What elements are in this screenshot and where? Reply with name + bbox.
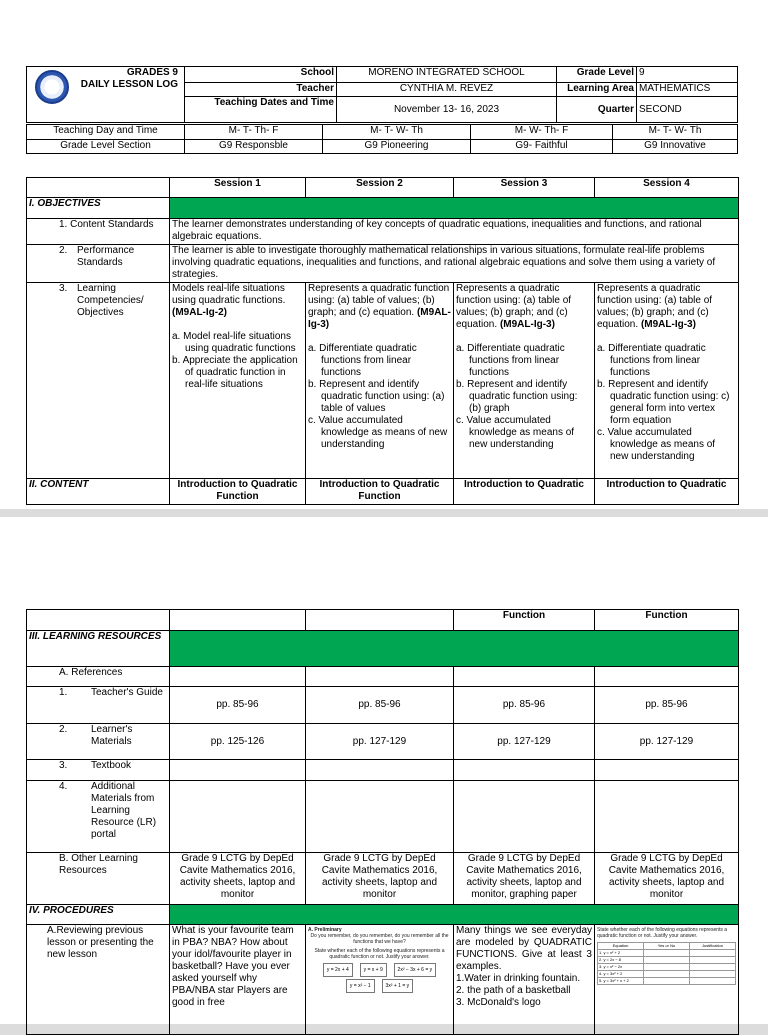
competency-s3: Represents a quadratic function using: (a) table of values; (b) graph; and (c) equation. (M9AL-Ig-3) a. Differentiate quadratic functions from linear functions b. Represent and identify quadratic function using: (b) graph c. Value accumulated knowledge as means of new understanding [454,283,595,479]
resources-heading: III. LEARNING RESOURCES [27,631,170,667]
procedure-a-s2-worksheet-image: A. Preliminary Do you remember, do you remember, do you remember all the functions that we have? State whether each of the following equations represents a quadratic function or not. Justify your answer. y = 2x + 4 y = x + 9 2x² − 3x + 6 = y y = x² − 1 3x² + 1 = y [306,925,454,1035]
day-time-s1: M- T- Th- F [185,125,323,140]
learners-materials-s3: pp. 127-129 [454,724,595,760]
section-s1: G9 Responsble [185,140,323,154]
competency-s2-item: b. Represent and identify quadratic function using: (a) table of values [308,379,445,414]
competency-s3-item: b. Represent and identify quadratic function using: (b) graph [456,379,578,414]
section-label: Grade Level Section [27,140,185,154]
learning-area-value: MATHEMATICS [637,83,738,97]
content-s3: Introduction to Quadratic [454,479,595,505]
procedure-a-s4-worksheet-image: State whether each of the following equations represents a quadratic function or not. Justify your answer. Equation Yes or No Justification 1. y = x² + 2 2. y = 2x − 8 3. y = x² − 2x 4. y = 3x² + 2 5. y = 3x² + x + 2 [595,925,739,1035]
other-resources-label: B. Other Learning Resources [27,853,170,905]
section-s2: G9 Pioneering [323,140,471,154]
quarter-value: SECOND [637,97,738,123]
performance-standards-label: 2. Performance Standards [27,245,170,283]
content-s4: Introduction to Quadratic [595,479,739,505]
procedures-green-bar [170,905,739,925]
quarter-label: Quarter [557,97,637,123]
session-4-header: Session 4 [595,178,739,198]
competency-s3-item: a. Differentiate quadratic functions from linear functions [456,343,565,378]
schedule-table [26,124,738,154]
teacher-label: Teacher [185,83,337,97]
dates-label: Teaching Dates and Time [185,97,337,123]
reviewing-lesson-label: A.Reviewing previous lesson or presenting the new lesson [27,925,170,1035]
section-s3: G9- Faithful [471,140,613,154]
content-s3-continued: Function [454,610,595,631]
competency-s2: Represents a quadratic function using: (a) table of values; (b) graph; and (c) equation. (M9AL-Ig-3) a. Differentiate quadratic functions from linear functions b. Represent and identify quadratic function using: (a) table of values c. Value accumulated knowledge as means of new understanding [306,283,454,479]
objectives-heading: I. OBJECTIVES [27,198,170,219]
competency-s4-item: b. Represent and identify quadratic function using: c) general form into vertex form equation [597,379,730,426]
references-label: A. References [27,667,170,687]
competency-s1: Models real-life situations using quadratic functions. (M9AL-Ig-2) a. Model real-life situations using quadratic functions b. Appreciate the application of quadratic function in real-life situations [170,283,306,479]
dates-value: November 13- 16, 2023 [337,97,557,123]
school-value: MORENO INTEGRATED SCHOOL [337,67,557,83]
day-time-label: Teaching Day and Time [27,125,185,140]
other-resources-s4: Grade 9 LCTG by DepEd Cavite Mathematics 2016, activity sheets, laptop and monitor [595,853,739,905]
content-standards-label: 1. Content Standards [27,219,170,245]
day-time-s2: M- T- W- Th [323,125,471,140]
learners-materials-s2: pp. 127-129 [306,724,454,760]
header-table [26,66,738,123]
content-heading: II. CONTENT [27,479,170,505]
additional-materials-label: 4. Additional Materials from Learning Resource (LR) portal [27,781,170,853]
learners-materials-s1: pp. 125-126 [170,724,306,760]
learners-materials-s4: pp. 127-129 [595,724,739,760]
teachers-guide-s3: pp. 85-96 [454,687,595,724]
teachers-guide-s1: pp. 85-96 [170,687,306,724]
other-resources-s1: Grade 9 LCTG by DepEd Cavite Mathematics 2016, activity sheets, laptop and monitor [170,853,306,905]
competency-s1-item: b. Appreciate the application of quadratic function in real-life situations [172,355,298,390]
section-s4: G9 Innovative [613,140,738,154]
learners-materials-label: 2. Learner's Materials [27,724,170,760]
other-resources-s3: Grade 9 LCTG by DepEd Cavite Mathematics 2016, activity sheets, laptop and monitor, graphing paper [454,853,595,905]
content-s2: Introduction to Quadratic Function [306,479,454,505]
grade-level-value: 9 [637,67,738,83]
school-label: School [185,67,337,83]
competency-s2-item: a. Differentiate quadratic functions from linear functions [308,343,417,378]
objectives-green-bar [170,198,739,219]
example-item: 2. the path of a basketball [456,985,571,996]
session-2-header: Session 2 [306,178,454,198]
competency-s4: Represents a quadratic function using: (a) table of values; (b) graph; and (c) equation. (M9AL-Ig-3) a. Differentiate quadratic functions from linear functions b. Represent and identify quadratic function using: c) general form into vertex form equation c. Value accumulated knowledge as means of new understanding [595,283,739,479]
procedures-heading: IV. PROCEDURES [27,905,170,925]
learning-area-label: Learning Area [557,83,637,97]
teachers-guide-label: 1. Teacher's Guide [27,687,170,724]
competency-s1-item: a. Model real-life situations using quadratic functions [172,331,296,354]
content-standards-text: The learner demonstrates understanding of key concepts of quadratic equations, inequalities and functions, and rational algebraic equations. [170,219,739,245]
teacher-value: CYNTHIA M. REVEZ [337,83,557,97]
performance-standards-text: The learner is able to investigate thoroughly mathematical relationships in various situations, formulate real-life problems involving quadratic equations, inequalities and functions, and rational algebraic equations and solve them using a variety of strategies. [170,245,739,283]
textbook-label: 3. Textbook [27,760,170,781]
competencies-label: 3. Learning Competencies/ Objectives [27,283,170,479]
session-1-header: Session 1 [170,178,306,198]
day-time-s4: M- T- W- Th [613,125,738,140]
session-3-header: Session 3 [454,178,595,198]
procedure-a-s1: What is your favourite team in PBA? NBA? How about your idol/favourite player in basketball? Have you ever asked yourself why PBA/NBA star Players are good in free [170,925,306,1035]
competency-s2-item: c. Value accumulated knowledge as means of new understanding [308,415,448,450]
other-resources-s2: Grade 9 LCTG by DepEd Cavite Mathematics 2016, activity sheets, laptop and monitor [306,853,454,905]
resources-green-bar [170,631,739,667]
lesson-log-title: GRADES 9 DAILY LESSON LOG [27,67,185,123]
page-1 [0,0,768,509]
competency-s4-item: a. Differentiate quadratic functions from linear functions [597,343,706,378]
competency-s3-item: c. Value accumulated knowledge as means of new understanding [456,415,575,450]
resources-table [26,609,739,1035]
example-item: 1.Water in drinking fountain. [456,973,581,984]
content-s1: Introduction to Quadratic Function [170,479,306,505]
grade-level-label: Grade Level [557,67,637,83]
page-2 [0,517,768,1024]
example-item: 3. McDonald's logo [456,997,541,1008]
content-s4-continued: Function [595,610,739,631]
teachers-guide-s4: pp. 85-96 [595,687,739,724]
teachers-guide-s2: pp. 85-96 [306,687,454,724]
competency-s4-item: c. Value accumulated knowledge as means of new understanding [597,427,716,462]
day-time-s3: M- W- Th- F [471,125,613,140]
procedure-a-s3: Many things we see everyday are modeled by QUADRATIC FUNCTIONS. Give at least 3 examples. 1.Water in drinking fountain. 2. the path of a basketball 3. McDonald's logo [454,925,595,1035]
objectives-table [26,177,739,505]
